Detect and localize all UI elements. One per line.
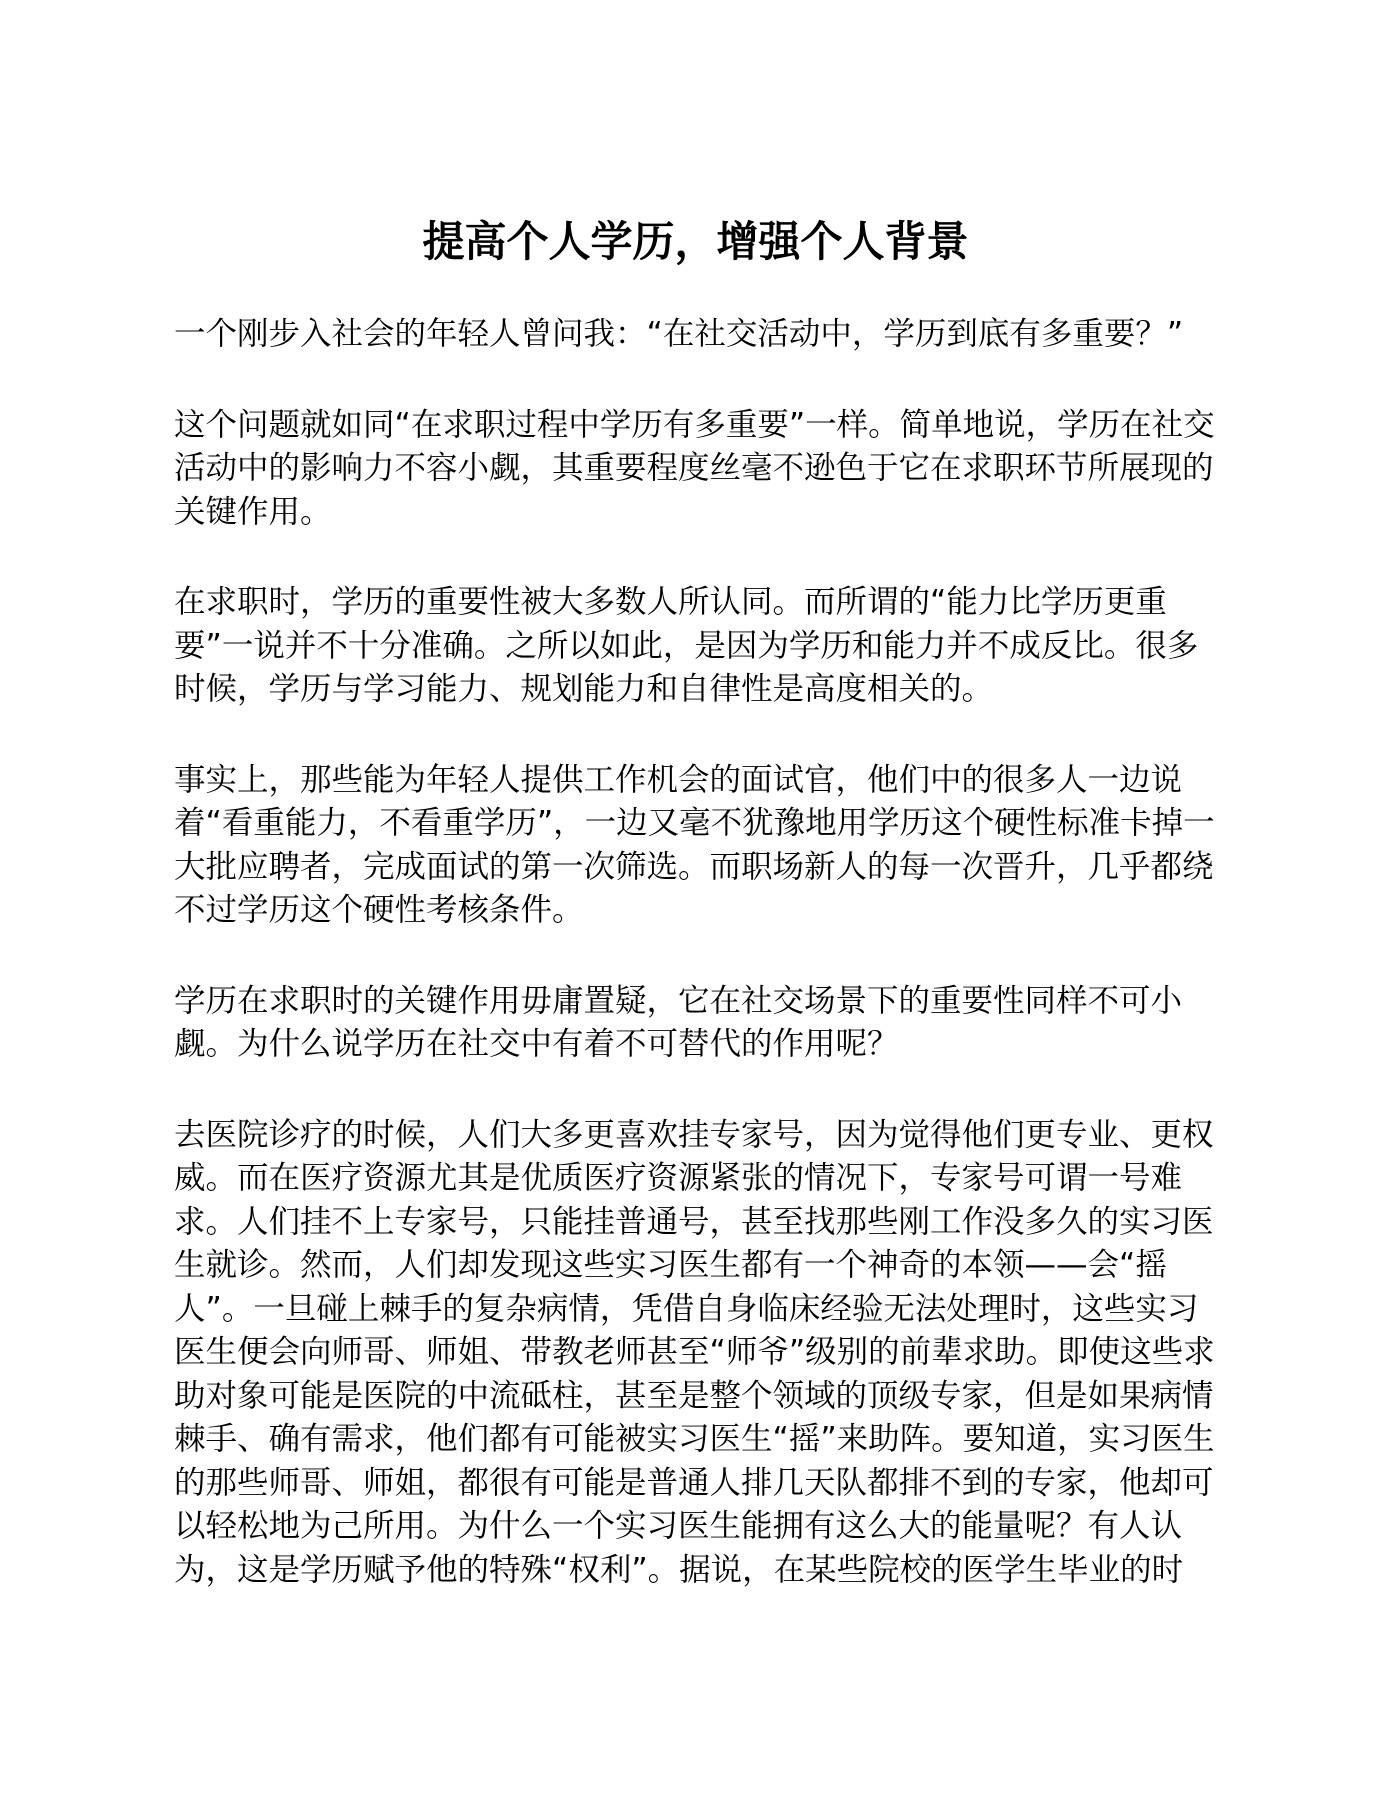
document-title: 提高个人学历，增强个人背景 bbox=[422, 217, 969, 266]
paragraph: 一个刚步入社会的年轻人曾问我：“在社交活动中，学历到底有多重要？” bbox=[174, 316, 1184, 352]
document-body bbox=[174, 313, 1218, 1639]
paragraph: 去医院诊疗的时候，人们大多更喜欢挂专家号，因为觉得他们更专业、更权威。而在医疗资源尤其是优质医疗资源紧张的情况下，专家号可谓一号难求。人们挂不上专家号，只能挂普通号，甚至找那些刚工作没多久的实习医生就诊。然而，人们却发现这些实习医生都有一个神奇的本领——会“摇人”。一旦碰上棘手的复杂病情，凭借自身临床经验无法处理时，这些实习医生便会向师哥、师姐、带教老师甚至“师爷”级别的前辈求助。即使这些求助对象可能是医院的中流砥柱，甚至是整个领域的顶级专家，但是如果病情棘手、确有需求，他们都有可能被实习医生“摇”来助阵。要知道，实习医生的那些师哥、师姐，都很有可能是普通人排几天队都排不到的专家，他却可以轻松地为己所用。为什么一个实习医生能拥有这么大的能量呢？有人认为，这是学历赋予他的特殊“权利”。据说，在某些院校的医学生毕业的时 bbox=[174, 1116, 1215, 1588]
paragraph: 学历在求职时的关键作用毋庸置疑，它在社交场景下的重要性同样不可小觑。为什么说学历在社交中有着不可替代的作用呢？ bbox=[174, 982, 1183, 1062]
paragraph: 在求职时，学历的重要性被大多数人所认同。而所谓的“能力比学历更重要”一说并不十分准确。之所以如此，是因为学历和能力并不成反比。很多时候，学历与学习能力、规划能力和自律性是高度相关的。 bbox=[174, 584, 1199, 707]
paragraph: 这个问题就如同“在求职过程中学历有多重要”一样。简单地说，学历在社交活动中的影响力不容小觑，其重要程度丝毫不逊色于它在求职环节所展现的关键作用。 bbox=[174, 406, 1215, 530]
paragraph: 事实上，那些能为年轻人提供工作机会的面试官，他们中的很多人一边说着“看重能力，不看重学历”，一边又毫不犹豫地用学历这个硬性标准卡掉一大批应聘者，完成面试的第一次筛选。而职场新人的每一次晋升，几乎都绕不过学历这个硬性考核条件。 bbox=[174, 761, 1215, 928]
